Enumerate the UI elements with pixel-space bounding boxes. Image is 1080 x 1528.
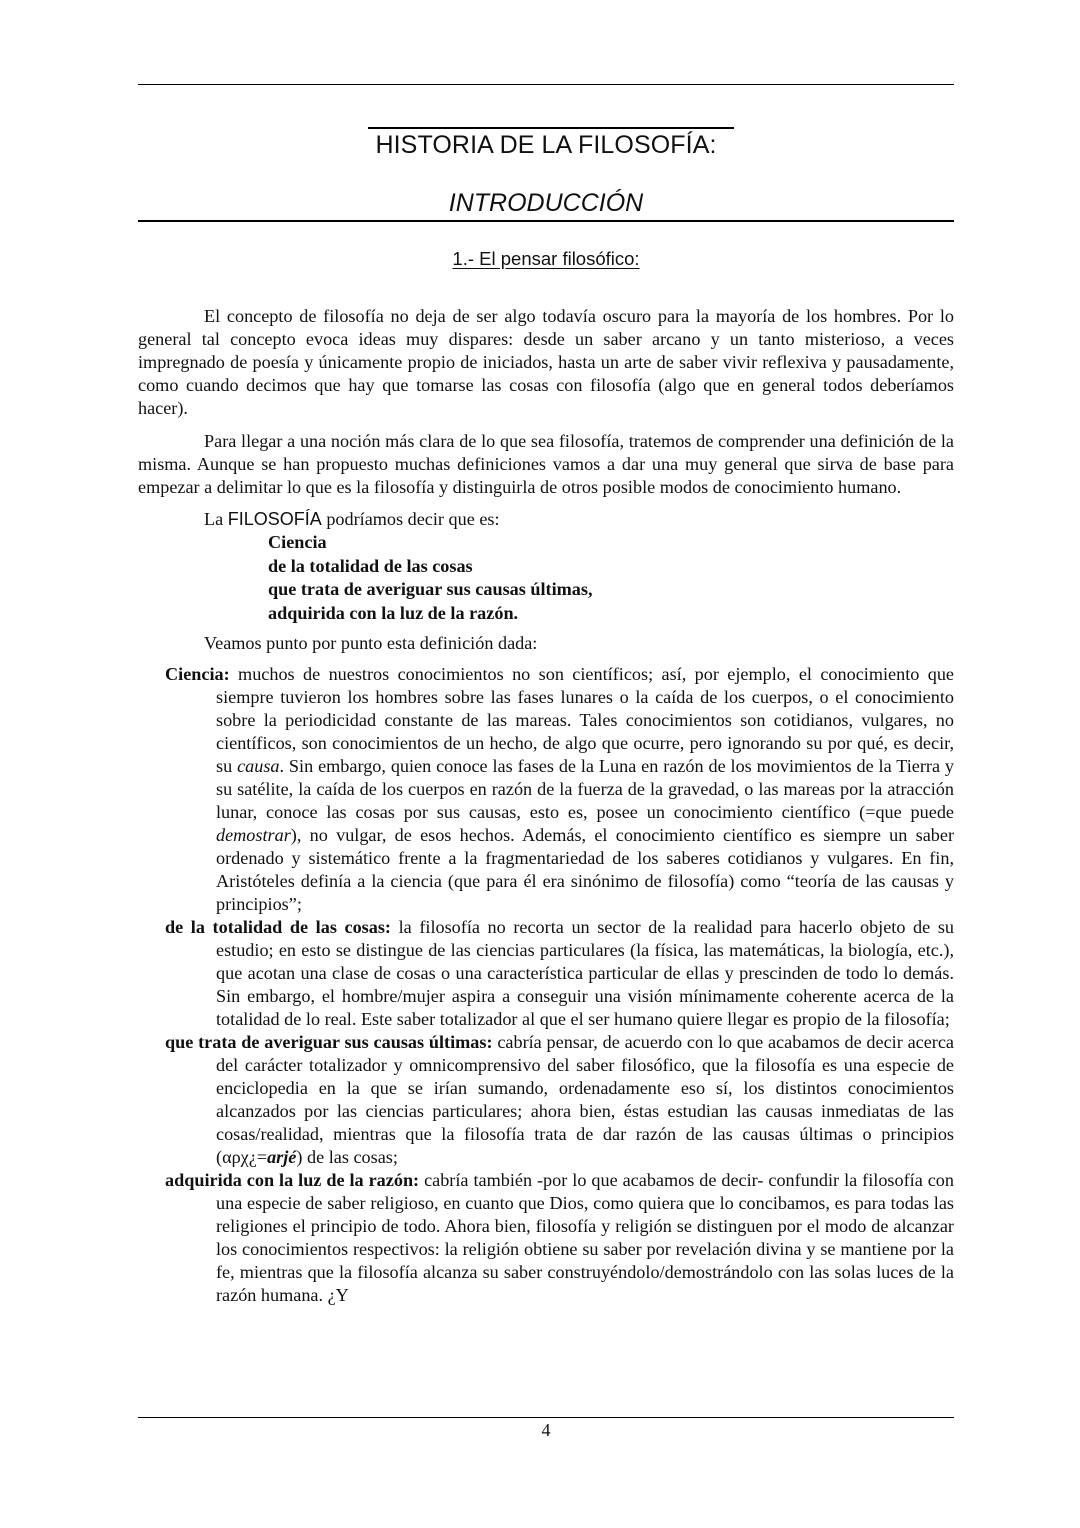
- document-title: HISTORIA DE LA FILOSOFÍA:: [375, 131, 717, 159]
- definition-intro: [138, 508, 954, 531]
- item-text: cabría también -por lo que acabamos de decir- confundir la filosofía con una especie de saber religioso, en cuanto que Dios, como quiera que lo concibamos, es para todas las religiones el principio de todo. Ahora bien, filosofía y religión se distinguen por el modo de alcanzar los conocimientos respectivos: la religión obtiene su saber por revelación divina y se mantiene por la fe, mientras que la filosofía alcanza su saber construyéndolo/demostrándolo con las solas luces de la razón humana. ¿Y: [216, 1170, 954, 1305]
- greek-term: αρχ¿=: [222, 1147, 268, 1167]
- definition-line: adquirida con la luz de la razón.: [268, 602, 519, 623]
- definition-intro-suffix: podríamos decir que es:: [326, 509, 500, 529]
- body-text: [138, 305, 954, 1307]
- item-text: ), no vulgar, de esos hechos. Además, el conocimiento científico es siempre un saber ordenado y sistemático frente a la fragmentariedad de los saberes cotidianos y vulgares. En fin, Aristóteles definía a la ciencia (que para él era sinónimo de filosofía) como “teoría de las causas y principios”;: [216, 825, 954, 914]
- header-rule: [138, 84, 954, 85]
- item-term: Ciencia:: [165, 664, 230, 684]
- item-text: muchos de nuestros conocimientos no son científicos; así, por ejemplo, el conocimiento que siempre tuvieron los hombres sobre las fases lunares o la caída de los cuerpos, o el conocimiento sobre la periodicidad constante de las mareas. Tales conocimientos son cotidianos, vulgares, no científicos, son conocimientos de un hecho, de algo que ocurre, pero ignorando su por qué, es decir, su: [216, 664, 954, 776]
- item-term: que trata de averiguar sus causas últimas:: [165, 1032, 493, 1052]
- section-heading: 1.- El pensar filosófico:: [452, 248, 640, 269]
- document-subtitle: INTRODUCCIÓN: [448, 189, 644, 217]
- definition-followup: Veamos punto por punto esta definición dada:: [204, 633, 538, 653]
- paragraph-1: El concepto de filosofía no deja de ser algo todavía oscuro para la mayoría de los hombres. Por lo general tal concepto evoca ideas muy dispares: desde un saber arcano y un tanto misterioso, a veces impregnado de poesía y únicamente propio de iniciados, hasta un arte de saber vivir reflexiva y pausadamente, como cuando decimos que hay que tomarse las cosas con filosofía (algo que en general todos deberíamos hacer).: [138, 306, 954, 418]
- item-emphasis: demostrar: [216, 825, 291, 845]
- transliteration: arjé: [267, 1147, 297, 1167]
- definition-item-ciencia: [138, 663, 954, 916]
- title-overline: [368, 127, 734, 129]
- item-text: . Sin embargo, quien conoce las fases de la Luna en razón de los movimientos de la Tierra y su satélite, la caída de los cuerpos en razón de la fuerza de la gravedad, o las mareas por la atracción lunar, conoce las cosas por sus causas, esto es, posee un conocimiento científico (=que puede: [216, 756, 955, 822]
- item-text: cabría pensar, de acuerdo con lo que acabamos de decir acerca del carácter totalizador y omnicomprensivo del saber filosófico, que la filosofía es una especie de enciclopedia en la que se irían sumando, ordenadamente eso sí, los distintos conocimientos alcanzados por las ciencias particulares; ahora bien, éstas estudian las causas inmediatas de las cosas/realidad, mientras que la filosofía trata de dar razón de las causas últimas o principios (: [216, 1032, 954, 1167]
- document-page: [138, 0, 954, 1528]
- footer-rule: [138, 1417, 954, 1418]
- definition-line: que trata de averiguar sus causas últimas,: [268, 579, 593, 599]
- paragraph-2: Para llegar a una noción más clara de lo que sea filosofía, tratemos de comprender una definición de la misma. Aunque se han propuesto muchas definiciones vamos a dar una muy general que sirva de base para empezar a delimitar lo que es la filosofía y distinguirla de otros posible modos de conocimiento humano.: [138, 431, 954, 497]
- item-term: adquirida con la luz de la razón:: [165, 1170, 420, 1190]
- item-emphasis: causa: [237, 756, 280, 776]
- definition-line: de la totalidad de las cosas: [268, 555, 473, 576]
- definition-item-totalidad: [138, 916, 954, 1031]
- definition-keyword: FILOSOFÍA: [227, 509, 322, 529]
- definition-item-causas: [138, 1031, 954, 1169]
- definition-item-razon: [138, 1169, 954, 1307]
- definition-lines: [138, 531, 954, 625]
- page-number: 4: [541, 1420, 551, 1440]
- definition-intro-prefix: La: [204, 509, 224, 529]
- item-text: la filosofía no recorta un sector de la realidad para hacerlo objeto de su estudio; en esto se distingue de las ciencias particulares (la física, las matemáticas, la biología, etc.), que acotan una clase de cosas o una característica particular de ellas y prescinden de todo lo demás. Sin embargo, el hombre/mujer aspira a conseguir una visión mínimamente coherente acerca de la totalidad de lo real. Este saber totalizador al que el ser humano quiere llegar es propio de la filosofía;: [216, 917, 955, 1029]
- definition-line: Ciencia: [268, 532, 327, 552]
- item-term: de la totalidad de las cosas:: [165, 917, 391, 937]
- title-underline: [138, 220, 954, 222]
- item-text: ) de las cosas;: [296, 1147, 398, 1167]
